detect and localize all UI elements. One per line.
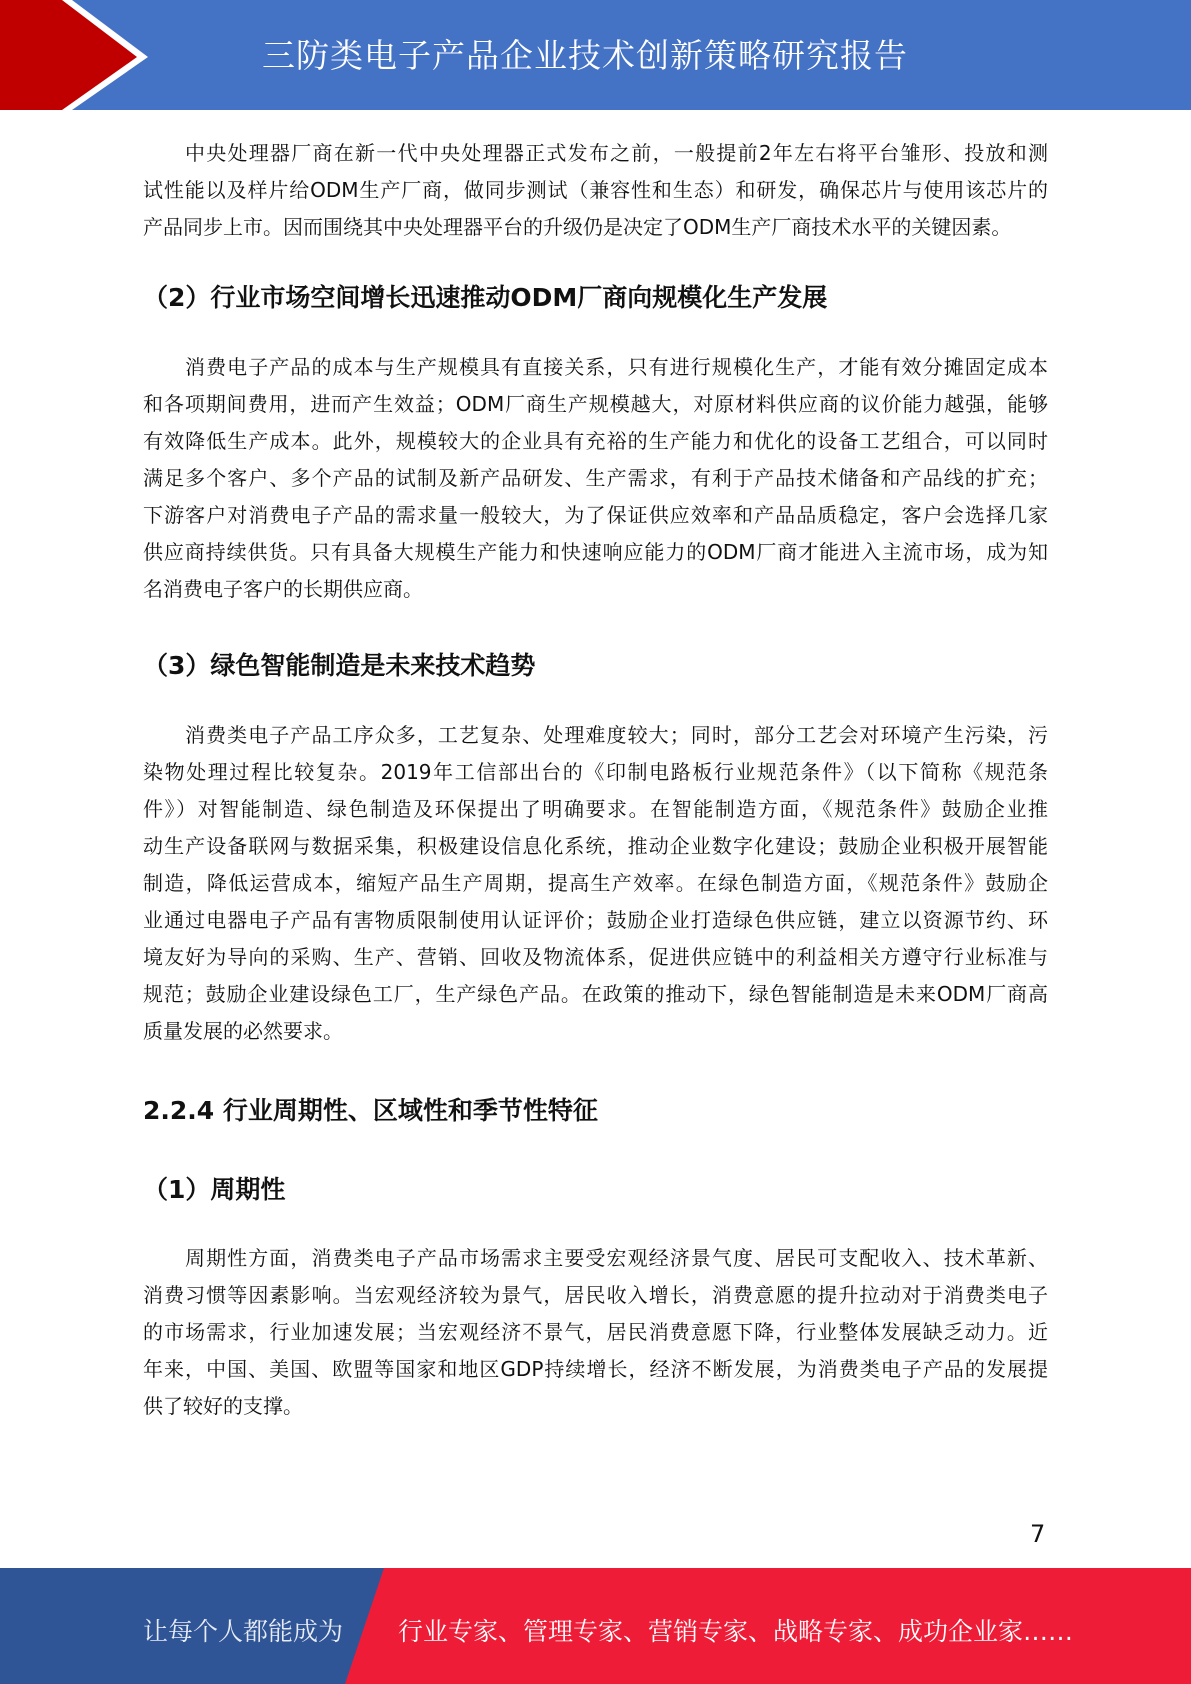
section-heading: （1）周期性: [143, 1175, 286, 1204]
text-line: 周期性方面，消费类电子产品市场需求主要受宏观经济景气度、居民可支配收入、技术革新、: [185, 1246, 1048, 1270]
text-line: 供应商持续供货。只有具备大规模生产能力和快速响应能力的ODM厂商才能进入主流市场，成为知: [143, 540, 1048, 564]
text-line: 产品同步上市。因而围绕其中央处理器平台的升级仍是决定了ODM生产厂商技术水平的关键因素。: [143, 215, 1012, 239]
text-line: 件》）对智能制造、绿色制造及环保提出了明确要求。在智能制造方面，《规范条件》鼓励企业推: [143, 797, 1048, 821]
text-line: 下游客户对消费电子产品的需求量一般较大，为了保证供应效率和产品品质稳定，客户会选择几家: [143, 503, 1048, 527]
text-line: 的市场需求，行业加速发展；当宏观经济不景气，居民消费意愿下降，行业整体发展缺乏动力。近: [143, 1320, 1048, 1344]
text-line: 规范；鼓励企业建设绿色工厂，生产绿色产品。在政策的推动下，绿色智能制造是未来ODM厂商高: [143, 982, 1048, 1006]
text-line: 制造，降低运营成本，缩短产品生产周期，提高生产效率。在绿色制造方面，《规范条件》鼓励企: [143, 871, 1048, 895]
text-line: 年来，中国、美国、欧盟等国家和地区GDP持续增长，经济不断发展，为消费类电子产品的发展提: [143, 1357, 1048, 1381]
page-header: [0, 0, 1191, 110]
text-line: 供了较好的支撑。: [143, 1394, 303, 1418]
text-line: 境友好为导向的采购、生产、营销、回收及物流体系，促进供应链中的利益相关方遵守行业标准与: [143, 945, 1048, 969]
text-line: 业通过电器电子产品有害物质限制使用认证评价；鼓励企业打造绿色供应链，建立以资源节约、环: [143, 908, 1048, 932]
text-line: 染物处理过程比较复杂。2019年工信部出台的《印制电路板行业规范条件》（以下简称《规范条: [143, 760, 1048, 784]
text-line: 消费习惯等因素影响。当宏观经济较为景气，居民收入增长，消费意愿的提升拉动对于消费类电子: [143, 1283, 1048, 1307]
paragraph: [143, 349, 1048, 608]
header-arrow-icon: [0, 0, 160, 110]
text-line: 名消费电子客户的长期供应商。: [143, 577, 423, 601]
section-heading: （3）绿色智能制造是未来技术趋势: [143, 651, 536, 680]
text-line: 消费电子产品的成本与生产规模具有直接关系，只有进行规模化生产，才能有效分摊固定成本: [185, 355, 1048, 379]
text-line: 质量发展的必然要求。: [143, 1019, 343, 1043]
section-heading: （2）行业市场空间增长迅速推动ODM厂商向规模化生产发展: [143, 283, 828, 312]
footer-slogan-left: 让每个人都能成为: [143, 1617, 344, 1646]
subsection-heading: 2.2.4 行业周期性、区域性和季节性特征: [143, 1096, 598, 1125]
text-line: 有效降低生产成本。此外，规模较大的企业具有充裕的生产能力和优化的设备工艺组合，可以同时: [143, 429, 1048, 453]
paragraph: [143, 717, 1048, 1050]
paragraph: [143, 1240, 1048, 1425]
report-title: 三防类电子产品企业技术创新策略研究报告: [262, 36, 908, 75]
text-line: 满足多个客户、多个产品的试制及新产品研发、生产需求，有利于产品技术储备和产品线的扩充；: [143, 466, 1048, 490]
text-line: 动生产设备联网与数据采集，积极建设信息化系统，推动企业数字化建设；鼓励企业积极开展智能: [143, 834, 1048, 858]
text-line: 和各项期间费用，进而产生效益；ODM厂商生产规模越大，对原材料供应商的议价能力越强，能够: [143, 392, 1048, 416]
paragraph: [143, 135, 1048, 246]
text-line: 消费类电子产品工序众多，工艺复杂、处理难度较大；同时，部分工艺会对环境产生污染，污: [185, 723, 1048, 747]
footer-slogan-right: 行业专家、管理专家、营销专家、战略专家、成功企业家……: [398, 1617, 1074, 1646]
page-number: 7: [1030, 1520, 1046, 1548]
text-line: 中央处理器厂商在新一代中央处理器正式发布之前，一般提前2年左右将平台雏形、投放和测: [185, 141, 1048, 165]
text-line: 试性能以及样片给ODM生产厂商，做同步测试（兼容性和生态）和研发，确保芯片与使用该芯片的: [143, 178, 1048, 202]
